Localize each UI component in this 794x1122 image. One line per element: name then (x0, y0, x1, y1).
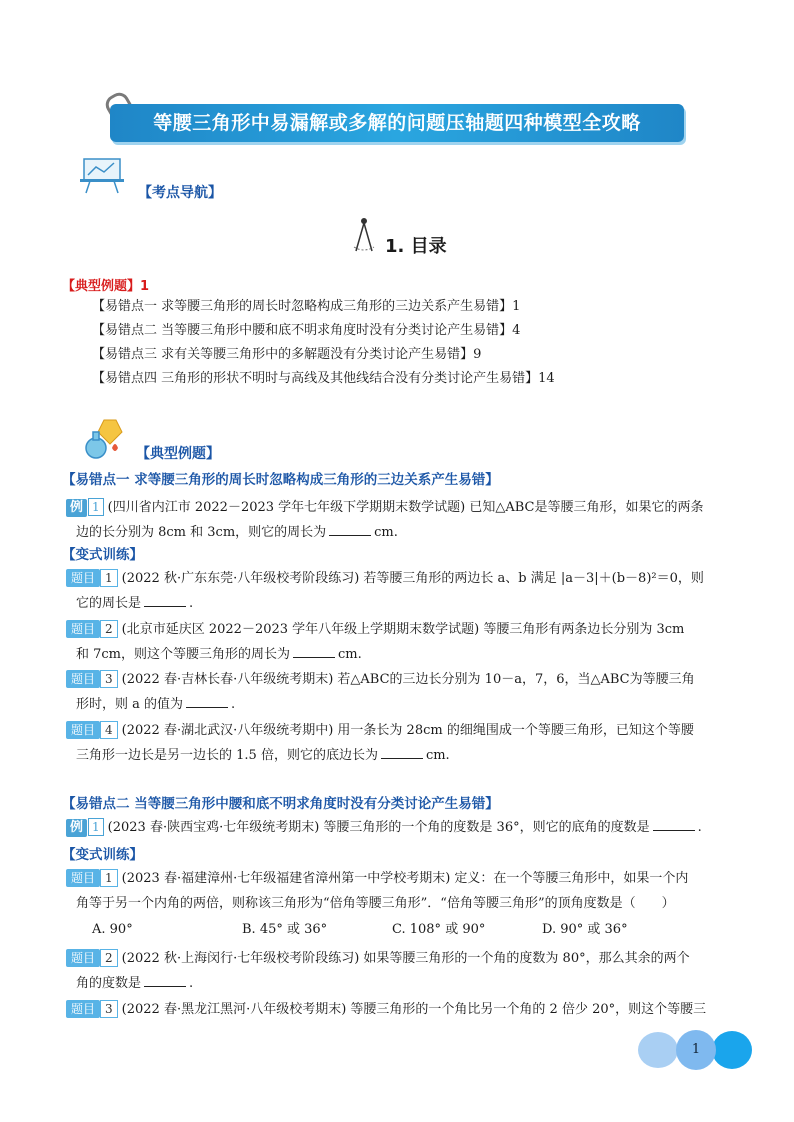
question-text: 三角形一边长是另一边长的 1.5 倍，则它的底边长为 (76, 748, 378, 763)
question-1: 题目 1 (2022 秋·广东东莞·八年级校考阶段练习) 若等腰三角形的两边长 a、b 满足 |a－3|＋(b－8)²＝0，则 它的周长是 . (66, 566, 736, 616)
page-bubble-decoration (638, 1032, 678, 1068)
question-number: 1 (100, 569, 118, 587)
question-text: 角等于另一个内角的两倍，则称该三角形为“倍角等腰三角形”．“倍角等腰三角形”的顶角度数是（ ） (76, 896, 675, 911)
question-tag: 题目 (66, 670, 100, 688)
question-number: 3 (100, 670, 118, 688)
question-number: 2 (100, 949, 118, 967)
option-b[interactable]: B. 45° 或 36° (242, 922, 328, 937)
answer-blank[interactable] (329, 523, 371, 536)
question-text: (2022 春·吉林长春·八年级统考期末) 若△ABC的三边长分别为 10－a，7，6，当△ABC为等腰三角 (121, 672, 695, 687)
question-tag: 题目 (66, 620, 100, 638)
question-unit: cm. (425, 748, 450, 763)
example-text: (四川省内江市 2022－2023 学年七年级下学期期末数学试题) 已知△ABC是等腰三角形，如果它的两条 (107, 500, 704, 515)
example-number: 1 (88, 818, 104, 836)
question-2: 题目 2 (2022 秋·上海闵行·七年级校考阶段练习) 如果等腰三角形的一个角的度数为 80°，那么其余的两个 角的度数是 . (66, 946, 736, 996)
answer-blank[interactable] (144, 594, 186, 607)
question-text: 它的周长是 (76, 596, 142, 611)
presentation-board-icon (78, 155, 128, 199)
question-3: 题目 3 (2022 春·吉林长春·八年级统考期末) 若△ABC的三边长分别为 10－a，7，6，当△ABC为等腰三角 形时，则 a 的值为 . (66, 667, 736, 717)
toc-item[interactable]: 【易错点三 求有关等腰三角形中的多解题没有分类讨论产生易错】9 (92, 347, 482, 362)
question-number: 3 (100, 1000, 118, 1018)
example-unit: cm. (374, 525, 398, 540)
example-text: (2023 春·陕西宝鸡·七年级统考期末) 等腰三角形的一个角的度数是 36°，则它的底角的度数是 (107, 820, 650, 835)
question-3 (66, 997, 736, 1022)
question-text: (2022 秋·广东东莞·八年级校考阶段练习) 若等腰三角形的两边长 a、b 满足 |a－3|＋(b－8)²＝0，则 (121, 571, 704, 586)
question-text: (2022 春·湖北武汉·八年级统考期中) 用一条长为 28cm 的细绳围成一个等腰三角形，已知这个等腰 (121, 723, 694, 738)
example-tag: 例 (66, 499, 87, 517)
section-title: 【典型例题】 (136, 446, 220, 462)
example-tag: 例 (66, 819, 87, 837)
toc-category[interactable]: 【典型例题】1 (62, 279, 150, 294)
question-text: (北京市延庆区 2022－2023 学年八年级上学期期末数学试题) 等腰三角形有两条边长分别为 3cm (121, 622, 685, 637)
question-tag: 题目 (66, 721, 100, 739)
question-number: 2 (100, 620, 118, 638)
answer-blank[interactable] (186, 695, 228, 708)
answer-blank[interactable] (144, 974, 186, 987)
example-number: 1 (88, 498, 104, 516)
option-a[interactable]: A. 90° (92, 922, 133, 937)
question-tag: 题目 (66, 869, 100, 887)
flask-icon (82, 418, 132, 464)
question-text: 形时，则 a 的值为 (76, 697, 184, 712)
variant-heading: 【变式训练】 (62, 847, 143, 863)
question-text: (2023 春·福建漳州·七年级福建省漳州第一中学校考期末) 定义：在一个等腰三角形中，如果一个内 (121, 871, 689, 886)
toc-item[interactable]: 【易错点一 求等腰三角形的周长时忽略构成三角形的三边关系产生易错】1 (92, 299, 521, 314)
option-d[interactable]: D. 90° 或 36° (542, 922, 628, 937)
variant-heading: 【变式训练】 (62, 547, 143, 563)
answer-blank[interactable] (293, 645, 335, 658)
answer-blank[interactable] (381, 746, 423, 759)
page-title: 等腰三角形中易漏解或多解的问题压轴题四种模型全攻略 (110, 104, 684, 142)
page-bubble-decoration (712, 1031, 752, 1069)
question-tag: 题目 (66, 949, 100, 967)
nav-title: 【考点导航】 (138, 185, 222, 201)
question-tag: 题目 (66, 569, 100, 587)
option-c[interactable]: C. 108° 或 90° (392, 922, 486, 937)
question-text: 角的度数是 (76, 976, 142, 991)
question-number: 1 (100, 869, 118, 887)
example-1: 例 1 (2023 春·陕西宝鸡·七年级统考期末) 等腰三角形的一个角的度数是 36°，则它的底角的度数是 . (66, 815, 736, 840)
question-unit: cm. (338, 647, 362, 662)
question-4 (66, 718, 736, 768)
section-heading: 【易错点二 当等腰三角形中腰和底不明求角度时没有分类讨论产生易错】 (62, 796, 499, 812)
example-text: 边的长分别为 8cm 和 3cm，则它的周长为 (76, 525, 327, 540)
question-tag: 题目 (66, 1000, 100, 1018)
toc-item[interactable]: 【易错点四 三角形的形状不明时与高线及其他线结合没有分类讨论产生易错】14 (92, 371, 555, 386)
question-text: (2022 春·黑龙江黑河·八年级校考期末) 等腰三角形的一个角比另一个角的 2 倍少 20°，则这个等腰三 (121, 1002, 707, 1017)
answer-options (92, 918, 692, 937)
page-number: 1 (676, 1030, 716, 1070)
question-2 (66, 617, 736, 667)
toc-item[interactable]: 【易错点二 当等腰三角形中腰和底不明求角度时没有分类讨论产生易错】4 (92, 323, 521, 338)
question-number: 4 (100, 721, 118, 739)
example-1 (66, 495, 736, 545)
answer-blank[interactable] (653, 818, 695, 831)
question-text: (2022 秋·上海闵行·七年级校考阶段练习) 如果等腰三角形的一个角的度数为 80°，那么其余的两个 (121, 951, 690, 966)
section-heading: 【易错点一 求等腰三角形的周长时忽略构成三角形的三边关系产生易错】 (62, 472, 499, 488)
toc-heading: 1. 目录 (385, 236, 447, 257)
compass-icon (350, 217, 378, 257)
question-1 (66, 866, 736, 916)
question-text: 和 7cm，则这个等腰三角形的周长为 (76, 647, 291, 662)
